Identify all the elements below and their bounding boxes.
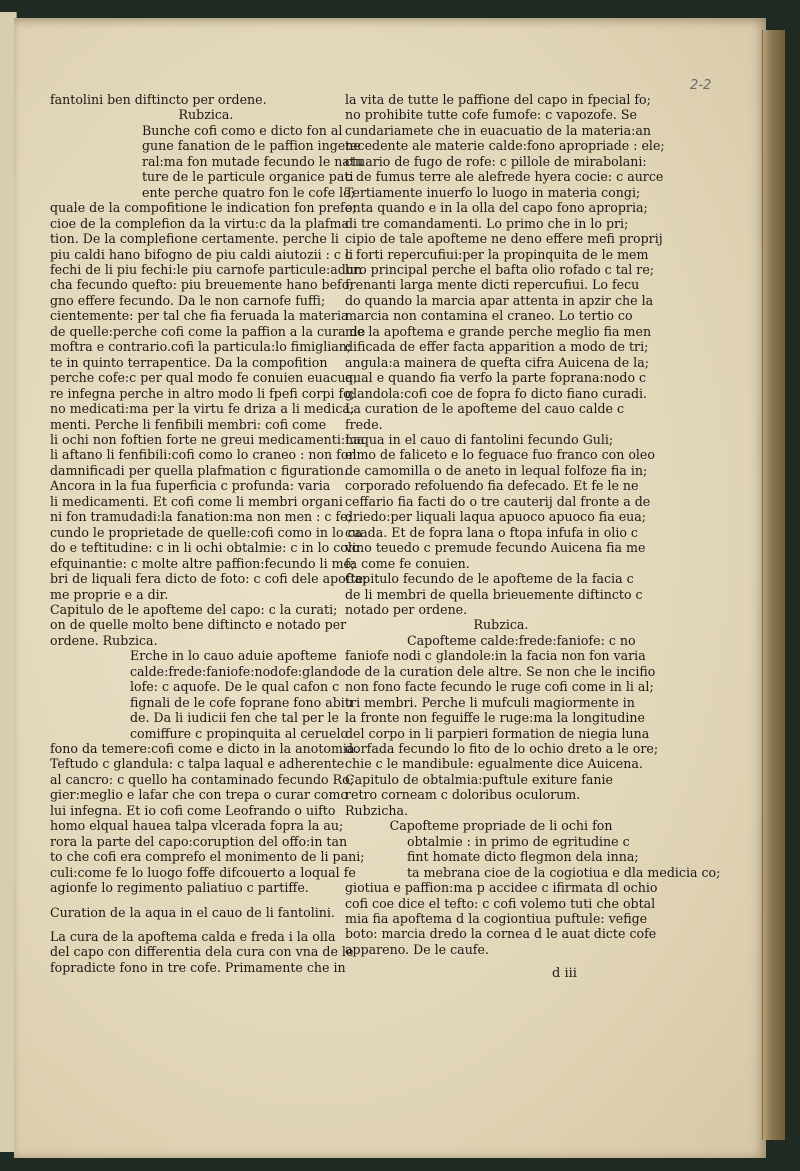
text-line: re infegna perche in altro modo li fpefi corpi fo; (50, 385, 355, 401)
text-line: Capitulo fecundo de le apofteme de la facia c (345, 571, 634, 587)
text-line: li ochi non foftien forte ne greui medicamenti:ma (50, 431, 365, 447)
text-line: Capofteme propriade de li ochi fon (389, 818, 613, 834)
text-line: La cura de la apoftema calda e freda i la olla (50, 929, 336, 945)
text-line: fono da temere:cofi come e dicto in la anotomia. (50, 741, 359, 757)
text-line: la fronte non feguiffe le ruge:ma la longitudine (345, 710, 645, 726)
text-line: de de la curation dele altre. Se non che le incifio (345, 663, 656, 679)
text-line: me la apoftema e grande perche meglio fia men (345, 323, 652, 339)
text-line: bri de liquali fera dicto de foto: c cofi dele apofte; (50, 571, 368, 587)
text-line: non fono facte fecundo le ruge cofi come in li al; (345, 679, 654, 695)
text-line: li aftano li fenfibili:cofi como lo craneo : non fon (50, 447, 357, 463)
text-line: vino teuedo c premude fecundo Auicena fia me (345, 540, 646, 556)
text-line: ceffario fia facti do o tre cauterij dal fronte a de (345, 493, 651, 509)
text-line: ta mebrana cioe de la cogiotiua e dla medicia co; (407, 864, 721, 880)
text-line: me proprie e a dir. (50, 586, 169, 602)
text-line: Erche in lo cauo aduie apofteme (130, 648, 337, 664)
text-line: mia fia apoftema d la cogiontiua puftule: vefige (345, 911, 648, 927)
text-line: ni fon tramudadi:la fanation:ma non men : c fe; (50, 509, 352, 525)
text-line: frenanti larga mente dicti repercufiui. Lo fecu (345, 277, 640, 293)
text-line: corporado refoluendo fia defecado. Et fe le ne (345, 478, 639, 494)
text-line: efquinantie: c molte altre paffion:fecundo li me; (50, 555, 356, 571)
text-line: boto: marcia dredo la cornea d le auat dicte cofe (345, 926, 657, 942)
text-line: Rubzica. (473, 617, 529, 633)
text-line: Capitulo de le apofteme del capo: c la curati; (50, 601, 338, 617)
text-line: Ancora in la fua fuperficia c profunda: varia (50, 478, 331, 494)
text-line: Laqua in el cauo di fantolini fecundo Guli; (345, 431, 614, 447)
text-line: on de quelle molto bene diftincto e notado per (50, 617, 347, 633)
text-line: Rubzica. (178, 107, 234, 123)
text-line: lofe: c aquofe. De le qual cafon c (130, 679, 340, 695)
text-line: del corpo in li parpieri formation de niegia luna (345, 725, 650, 741)
text-line: bro principal perche el bafta olio rofado c tal re; (345, 261, 655, 277)
text-line: marcia non contamina el craneo. Lo tertio co (345, 308, 633, 324)
text-line: gune fanation de le paffion ingene (142, 138, 361, 154)
text-line: quale de la compofitione le indication fon prefe; (50, 200, 357, 216)
text-line: no medicati:ma per la virtu fe driza a li medica; (50, 401, 355, 417)
text-line: comiffure c propinquita al ceruelo (130, 725, 349, 741)
text-line: rora la parte del capo:coruption del offo:in tan (50, 833, 348, 849)
text-line: fignali de le cofe foprane fono abiu (130, 694, 353, 710)
text-line: li medicamenti. Et cofi come li membri organi (50, 493, 343, 509)
text-line: ctuario de fugo de rofe: c pillole de mirabolani: (345, 153, 647, 169)
text-line: retro corneam c doloribus oculorum. (345, 787, 581, 803)
text-line: Tertiamente inuerfo lo luogo in materia congi; (345, 184, 641, 200)
text-line: tecedente ale materie calde:fono apropriade : ele; (345, 138, 665, 154)
text-line: la vita de tutte le paffione del capo in fpecial fo; (345, 92, 651, 107)
text-line (50, 896, 322, 905)
text-line: c forti repercufiui:per la propinquita de le mem (345, 246, 649, 262)
text-line: agionfe lo regimento paliatiuo c partiffe. (50, 880, 309, 896)
text-line: de quelle:perche cofi come la paffion a la cura de (50, 323, 366, 339)
text-line: fa come fe conuien. (345, 555, 470, 571)
text-line: culi:come fe lo luogo foffe difcouerto a loqual fe (50, 864, 356, 880)
text-line: fint homate dicto flegmon dela inna; (407, 849, 639, 865)
text-line: ral:ma fon mutade fecundo le natu (142, 153, 364, 169)
text-line: La curation de le apofteme del cauo calde c (345, 401, 625, 417)
text-line: angula:a mainera de quefta cifra Auicena de la; (345, 354, 649, 370)
text-line: te in quinto terrapentice. Da la compofition (50, 354, 328, 370)
text-line: menti. Perche li fenfibili membri: cofi come (50, 416, 327, 432)
text-line: de. Da li iudicii fen che tal per le (130, 710, 339, 726)
left-text-column (50, 92, 368, 975)
text-line: frede. (345, 416, 383, 432)
text-line: damnificadi per quella plafmation c figuration. (50, 462, 348, 478)
text-line: piu caldi hano bifogno de piu caldi aiutozii : c li (50, 246, 354, 262)
text-line: tri membri. Perche li mufculi magiormente in (345, 694, 635, 710)
text-line: gno effere fecundo. Da le non carnofe fuffi; (50, 292, 326, 308)
page-stack-edge (762, 30, 785, 1140)
text-line: Rubzicha. (345, 802, 408, 818)
text-line: del capo con differentia dela cura con vna de le (50, 944, 354, 960)
text-line: calde:frede:faniofe:nodofe:glando (130, 663, 346, 679)
text-line: fopradicte fono in tre cofe. Primamente che in (50, 959, 346, 975)
text-line: de li membri de quella brieuemente diftincto c (345, 586, 643, 602)
text-line: cipio de tale apofteme ne deno effere mefi proprij (345, 231, 663, 247)
text-line: lui infegna. Et io cofi come Leofrando o uifto (50, 802, 336, 818)
text-line: do quando la marcia apar attenta in apzir che la (345, 292, 654, 308)
text-line: onta quando e in la olla del capo fono apropria; (345, 200, 648, 216)
text-line: Curation de la aqua in el cauo de li fantolini. (50, 904, 335, 920)
text-line: cha fecundo quefto: piu breuemente hano befo; (50, 277, 354, 293)
text-line: cuada. Et de fopra lana o ftopa infufa in olio c (345, 524, 638, 540)
text-line: glandola:cofi coe de fopra fo dicto fiano curadi. (345, 385, 648, 401)
text-line: di tre comandamenti. Lo primo che in lo pri; (345, 215, 629, 231)
right-text-column (345, 92, 721, 957)
text-line: ente perche quatro fon le cofe le; (142, 184, 355, 200)
text-line: Teftudo c glandula: c talpa laqual e adherente (50, 756, 345, 772)
text-line: perche cofe:c per qual modo fe conuien euacua; (50, 370, 358, 386)
text-line: fechi de li piu fechi:le piu carnofe particule:adun (50, 261, 363, 277)
text-line: Capofteme calde:frede:faniofe: c no (407, 632, 636, 648)
text-line: dificada de effer facta apparition a modo de tri; (345, 339, 649, 355)
text-line: cofi coe dice el tefto: c cofi volemo tuti che obtal (345, 895, 656, 911)
text-line (50, 920, 322, 929)
text-line: ture de le particule organice pati (142, 169, 354, 185)
text-line: al cancro: c quello ha contaminado fecundo Ro; (50, 771, 354, 787)
text-line: cioe de la complefion da la virtu:c da la plafma (50, 215, 349, 231)
folio-mark: 2-2 (690, 78, 712, 93)
text-line: driedo:per liquali laqua apuoco apuoco fia eua; (345, 509, 647, 525)
text-line: notado per ordene. (345, 601, 468, 617)
text-line: giotiua e paffion:ma p accidee c ifirmata dl ochio (345, 880, 658, 896)
text-line: gier:meglio e lafar che con trepa o curar como (50, 787, 349, 803)
text-line: cundariamete che in euacuatio de la materia:an (345, 122, 651, 138)
text-line: cundo le proprietade de quelle:cofi como in lo ca (50, 524, 363, 540)
text-line: chie c le mandibule: egualmente dice Auicena. (345, 756, 643, 772)
signature-mark: d iii (552, 966, 577, 981)
text-line: do e teftitudine: c in li ochi obtalmie: c in lo colo (50, 540, 360, 556)
text-line: appareno. De le caufe. (345, 941, 489, 957)
text-line: elmo de faliceto e lo feguace fuo franco con oleo (345, 447, 655, 463)
text-line: Capitulo de obtalmia:puftule exiture fanie (345, 771, 613, 787)
text-line: qual e quando fia verfo la parte foprana:nodo c (345, 370, 647, 386)
text-line: tion. De la complefione certamente. perche li (50, 231, 339, 247)
text-line: c de fumus terre ale alefrede hyera cocie: c aurce (345, 169, 664, 185)
text-line: cientemente: per tal che fia feruada la materia (50, 308, 349, 324)
text-line: no prohibite tutte cofe fumofe: c vapozofe. Se (345, 107, 638, 123)
text-line: faniofe nodi c glandole:in la facia non fon varia (345, 648, 646, 664)
text-line: to che cofi era comprefo el monimento de li pani; (50, 849, 365, 865)
text-line: fantolini ben diftincto per ordene. (50, 92, 267, 107)
text-line: dorfada fecundo lo fito de lo ochio dreto a le ore; (345, 741, 659, 757)
text-line: homo elqual hauea talpa vlcerada fopra la au; (50, 818, 344, 834)
text-line: de camomilla o de aneto in lequal folfoze fia in; (345, 462, 648, 478)
text-line: ordene. Rubzica. (50, 632, 158, 648)
text-line: Bunche cofi como e dicto fon al (142, 122, 343, 138)
text-line: moftra e contrario.cofi la particula:lo fimiglian; (50, 339, 352, 355)
text-line: obtalmie : in primo de egritudine c (407, 833, 630, 849)
